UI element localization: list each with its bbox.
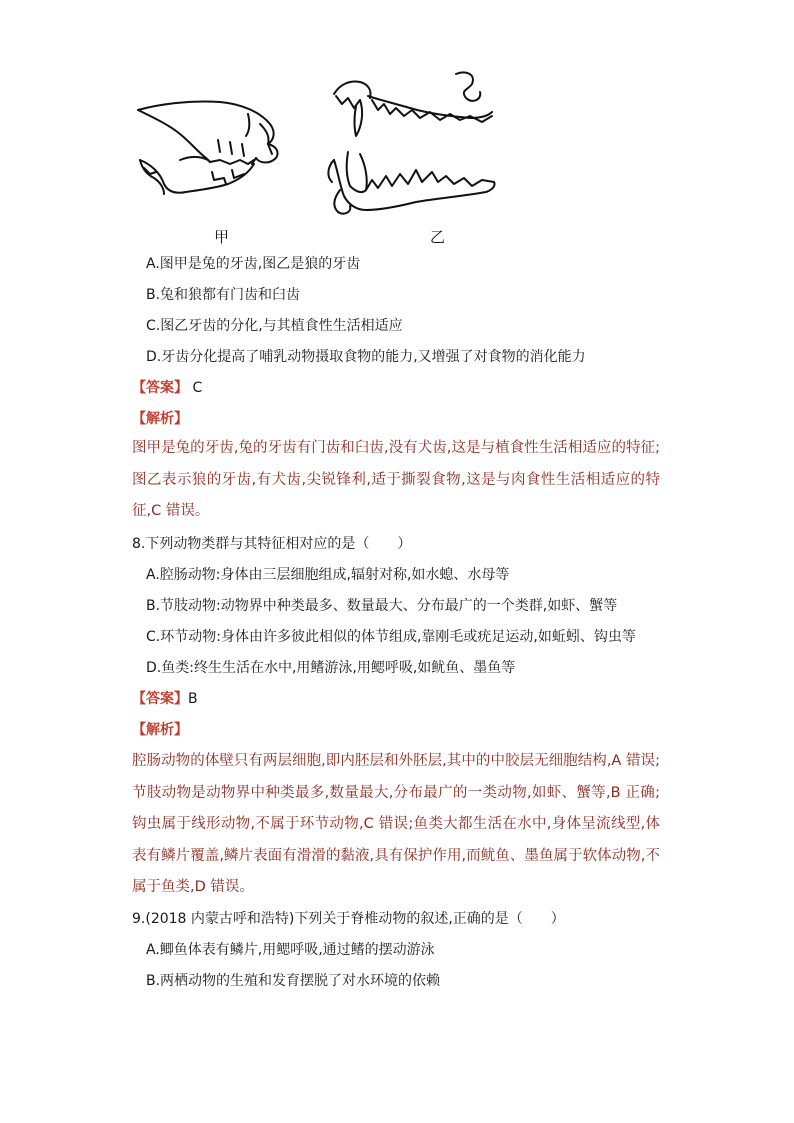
figure-label-jia: 甲	[214, 228, 230, 246]
q8-option-d: D.鱼类:终生生活在水中,用鳍游泳,用鳃呼吸,如鱿鱼、墨鱼等	[146, 660, 516, 676]
teeth-drawing	[120, 60, 520, 250]
q7-option-b: B.兔和狼都有门齿和臼齿	[146, 287, 301, 303]
figure-label-yi: 乙	[430, 228, 446, 246]
analysis-tag: 【解析】	[132, 411, 188, 427]
rabbit-skull-drawing	[138, 101, 278, 194]
q7-answer	[132, 378, 672, 398]
answer-value: C	[192, 380, 203, 396]
q7-analysis-heading	[132, 409, 672, 429]
teeth-figure	[120, 60, 520, 250]
q8-analysis-heading	[132, 720, 672, 740]
q7-option-c: C.图乙牙齿的分化,与其植食性生活相适应	[146, 318, 403, 334]
q7-option-d: D.牙齿分化提高了哺乳动物摄取食物的能力,又增强了对食物的消化能力	[146, 349, 586, 365]
q8-analysis-text: 腔肠动物的体壁只有两层细胞,即内胚层和外胚层,其中的中胶层无细胞结构,A 错误;节肢动物是动物界中种类最多,数量最大,分布最广的一类动物,如虾、蟹等,B 正确;钩虫属于线形动物,不属于环节动物,C 错误;鱼类大都生活在水中,身体呈流线型,体表有鳞片覆盖,鳞片表面有滑滑的黏液,具有保护作用,而鱿鱼、墨鱼属于软体动物,不属于鱼类,D 错误。	[132, 753, 660, 895]
q8-option-b: B.节肢动物:动物界中种类最多、数量最大、分布最广的一个类群,如虾、蟹等	[146, 598, 618, 614]
answer-value: B	[188, 691, 198, 707]
wolf-jaws-drawing	[328, 72, 494, 213]
q8-option-a: A.腔肠动物:身体由三层细胞组成,辐射对称,如水螅、水母等	[146, 567, 510, 583]
q8-answer	[132, 689, 672, 709]
q8-option-c: C.环节动物:身体由许多彼此相似的体节组成,靠刚毛或疣足运动,如蚯蚓、钩虫等	[146, 629, 636, 645]
q7-option-a: A.图甲是兔的牙齿,图乙是狼的牙齿	[146, 256, 361, 272]
q9-option-b: B.两栖动物的生殖和发育摆脱了对水环境的依赖	[146, 973, 441, 989]
answer-tag: 【答案】	[132, 691, 188, 707]
answer-tag: 【答案】	[132, 380, 188, 396]
q9-stem: 9.(2018 内蒙古呼和浩特)下列关于脊椎动物的叙述,正确的是（ ）	[132, 911, 565, 927]
q8-stem: 8.下列动物类群与其特征相对应的是（ ）	[132, 536, 412, 552]
q9-option-a: A.鲫鱼体表有鳞片,用鳃呼吸,通过鳍的摆动游泳	[146, 942, 435, 958]
analysis-tag: 【解析】	[132, 722, 188, 738]
q7-analysis-text: 图甲是兔的牙齿,兔的牙齿有门齿和臼齿,没有犬齿,这是与植食性生活相适应的特征;图乙表示狼的牙齿,有犬齿,尖锐锋利,适于撕裂食物,这是与肉食性生活相适应的特征,C 错误。	[132, 440, 660, 519]
